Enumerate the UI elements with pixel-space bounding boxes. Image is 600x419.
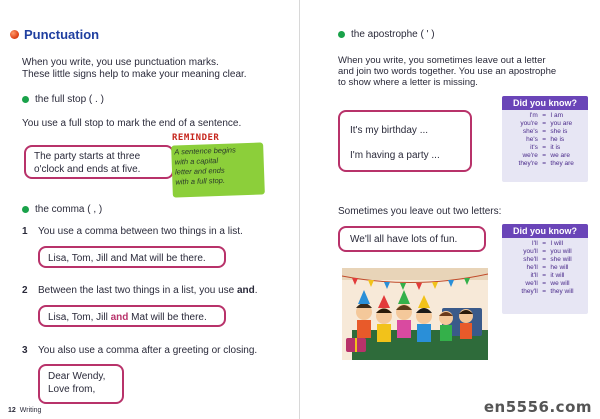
equals-sign: = [542, 120, 547, 127]
contraction: you'll [523, 248, 538, 255]
equals-sign: = [542, 272, 547, 279]
example-line: Dear Wendy, [48, 371, 106, 382]
contraction: she's [522, 128, 538, 135]
comma-example-3 [38, 364, 124, 404]
contraction: they'll [521, 288, 538, 295]
contraction-row [502, 136, 588, 144]
contraction: I'm [529, 112, 538, 119]
section-title [10, 27, 99, 42]
two-letters-example: We'll all have lots of fun. [338, 226, 486, 252]
equals-sign: = [542, 288, 547, 295]
contraction-row [502, 152, 588, 160]
contraction: you're [520, 120, 538, 127]
apostrophe-heading [338, 29, 435, 40]
orange-bullet-icon [10, 30, 19, 39]
expansion: you will [550, 248, 572, 255]
reminder-line: with a full stop. [175, 175, 226, 187]
watermark: en5556.com [483, 398, 592, 416]
comma-rule-3: You also use a comma after a greeting or closing. [38, 345, 258, 356]
equals-sign: = [542, 264, 547, 271]
contraction-row [502, 256, 588, 264]
intro-line: When you write, you use punctuation marks. [22, 57, 219, 68]
equals-sign: = [542, 240, 547, 247]
party-illustration [342, 268, 488, 360]
reminder-line: with a capital [174, 155, 219, 167]
expansion: it will [550, 272, 565, 279]
full-stop-heading [22, 94, 104, 105]
full-stop-desc: You use a full stop to mark the end of a sentence. [22, 118, 242, 129]
expansion: we will [550, 280, 570, 287]
did-you-know-title: Did you know? [502, 224, 588, 238]
contraction-row [502, 248, 588, 256]
page-number: 12 [8, 407, 16, 414]
contraction-row [502, 144, 588, 152]
contraction: we're [522, 152, 538, 159]
expansion: he will [550, 264, 569, 271]
contraction: they're [518, 160, 538, 167]
contraction-row [502, 120, 588, 128]
comma-label: the comma ( , ) [35, 204, 103, 215]
green-bullet-icon [22, 206, 29, 213]
contraction-row [502, 240, 588, 248]
contraction-row [502, 160, 588, 168]
desc-line: to show where a letter is missing. [338, 77, 478, 88]
contraction: he'll [526, 264, 538, 271]
example-line: The party starts at three [34, 151, 141, 162]
example-line: Love from, [48, 384, 96, 395]
rule-text: Between the last two things in a list, you use [38, 285, 237, 296]
equals-sign: = [542, 248, 547, 255]
comma-example-1: Lisa, Tom, Jill and Mat will be there. [38, 246, 226, 268]
reminder-line: letter and ends [174, 165, 225, 177]
expansion: you are [550, 120, 573, 127]
comma-heading [22, 204, 102, 215]
equals-sign: = [542, 280, 547, 287]
contraction-table [502, 240, 588, 296]
did-you-know-box-1 [502, 96, 588, 182]
contraction-row [502, 272, 588, 280]
item-number: 3 [22, 345, 28, 356]
expansion: they are [550, 160, 574, 167]
did-you-know-title: Did you know? [502, 96, 588, 110]
equals-sign: = [542, 152, 547, 159]
intro-line: These little signs help to make your meaning clear. [22, 69, 247, 80]
expansion: they will [550, 288, 574, 295]
contraction: he's [526, 136, 538, 143]
contraction-row [502, 128, 588, 136]
desc-line: and join two words together. You use an apostrophe [338, 66, 557, 77]
expansion: I will [550, 240, 564, 247]
rule-text: . [254, 285, 258, 296]
equals-sign: = [542, 160, 547, 167]
example-line: o'clock and ends at five. [34, 164, 141, 175]
reminder-sticky [171, 142, 265, 197]
example-line: I'm having a party ... [350, 150, 440, 161]
comma-rule-1: You use a comma between two things in a list. [38, 226, 243, 237]
reminder-note [172, 133, 264, 194]
apostrophe-example [338, 110, 472, 172]
page-footer [8, 407, 41, 414]
reminder-heading: REMINDER [172, 133, 220, 143]
contraction: it's [530, 144, 538, 151]
comma-example-2 [38, 305, 226, 327]
example-bold: and [110, 312, 129, 323]
contraction-row [502, 264, 588, 272]
two-letters-text: Sometimes you leave out two letters: [338, 206, 502, 217]
page-title: Punctuation [24, 27, 100, 42]
contraction-row [502, 288, 588, 296]
example-line: It's my birthday ... [350, 125, 429, 136]
equals-sign: = [542, 144, 547, 151]
expansion: we are [550, 152, 570, 159]
equals-sign: = [542, 128, 547, 135]
expansion: it is [550, 144, 561, 151]
full-stop-label: the full stop ( . ) [35, 94, 104, 105]
example-text: Lisa, Tom, Jill [48, 312, 111, 323]
expansion: she will [550, 256, 572, 263]
expansion: he is [550, 136, 565, 143]
apostrophe-desc [338, 55, 556, 88]
rule-bold: and [237, 285, 255, 296]
equals-sign: = [542, 112, 547, 119]
item-number: 2 [22, 285, 28, 296]
contraction-row [502, 280, 588, 288]
contraction-table [502, 112, 588, 168]
intro-text [22, 57, 247, 81]
contraction: I'll [531, 240, 538, 247]
comma-rule-2 [38, 285, 258, 297]
contraction: we'll [525, 280, 538, 287]
contraction-row [502, 112, 588, 120]
desc-line: When you write, you sometimes leave out a letter [338, 55, 546, 66]
full-stop-example [24, 145, 174, 179]
equals-sign: = [542, 136, 547, 143]
contraction: she'll [523, 256, 538, 263]
green-bullet-icon [22, 96, 29, 103]
expansion: she is [550, 128, 568, 135]
apostrophe-label: the apostrophe ( ' ) [351, 29, 435, 40]
equals-sign: = [542, 256, 547, 263]
contraction: it'll [530, 272, 538, 279]
example-text: Mat will be there. [128, 312, 207, 323]
reminder-line: A sentence begins [174, 145, 236, 157]
section-name: Writing [19, 407, 42, 414]
did-you-know-box-2 [502, 224, 588, 314]
green-bullet-icon [338, 31, 345, 38]
item-number: 1 [22, 226, 28, 237]
expansion: I am [550, 112, 564, 119]
